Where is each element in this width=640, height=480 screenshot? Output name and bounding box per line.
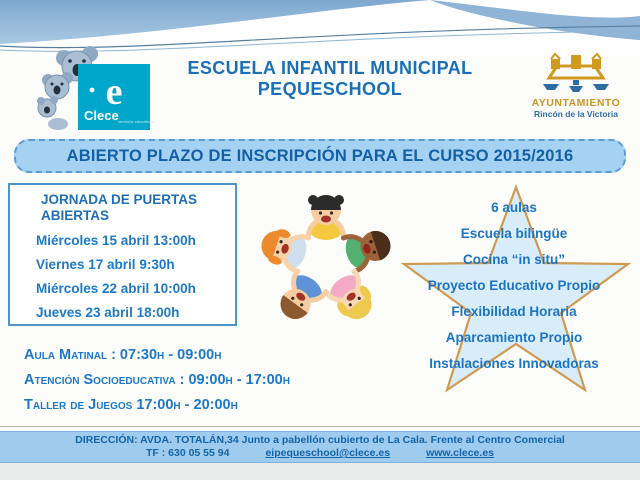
schedule-item: Aula Matinal : 07:30h - 09:00h [24,347,222,363]
enrollment-banner-text: ABIERTO PLAZO DE INSCRIPCIÓN PARA EL CURSO 2015/2016 [66,146,574,165]
feature-item: Instalaciones Innovadoras [429,356,599,371]
clece-koala-icon [34,46,162,134]
footer-website-link[interactable]: www.clece.es [426,447,494,459]
ayuntamiento-municipality: Rincón de la Victoria [534,109,618,119]
open-day-item: Viernes 17 abril 9:30h [36,257,175,272]
open-day-item: Miércoles 22 abril 10:00h [36,281,196,296]
open-day-item: Jueves 23 abril 18:00h [36,305,180,320]
footer-phone: TF : 630 05 55 94 [145,447,230,459]
feature-item: 6 aulas [491,200,537,215]
footer-bottom-margin [0,463,640,480]
children-circle-illustration [240,180,412,342]
clece-tagline-text: servicios educativos [118,119,154,124]
footer-contact-band [0,431,640,463]
open-day-item: Miércoles 15 abril 13:00h [36,233,196,248]
page-title [155,58,505,100]
ayuntamiento-name: AYUNTAMIENTO [531,97,621,109]
open-days-box [8,183,237,326]
feature-item: Proyecto Educativo Propio [427,278,601,293]
clece-logo [34,46,162,134]
feature-item: Flexibilidad Horaria [451,304,577,319]
feature-item: Cocina “in situ” [462,252,565,267]
footer-divider [0,426,640,427]
feature-item: Aparcamiento Propio [445,330,583,345]
enrollment-banner [14,139,626,173]
castle-icon [537,52,615,96]
schedule-list [24,343,424,418]
footer-email-link[interactable]: eipequeschool@clece.es [265,447,391,459]
title-line-2: PEQUESCHOOL [257,79,403,99]
feature-item: Escuela bilingüe [460,226,568,241]
features-list [394,195,634,377]
open-days-title: JORNADA DE PUERTAS ABIERTAS [41,192,198,223]
features-star [394,183,640,415]
ayuntamiento-logo [516,52,636,119]
schedule-item: Atención Socioeducativa : 09:00h - 17:00h [24,372,290,388]
clece-brand-text: Clece [84,108,119,123]
footer-address: DIRECCIÓN: AVDA. TOTALÁN,34 Junto a pabellón cubierto de La Cala. Frente al Centro Comercial [75,434,565,446]
title-line-1: ESCUELA INFANTIL MUNICIPAL [187,58,473,78]
svg-text:e: e [105,71,123,113]
children-holding-hands-icon [240,180,412,342]
schedule-item: Taller de Juegos 17:00h - 20:00h [24,397,238,413]
footer-contact-row [146,447,494,460]
